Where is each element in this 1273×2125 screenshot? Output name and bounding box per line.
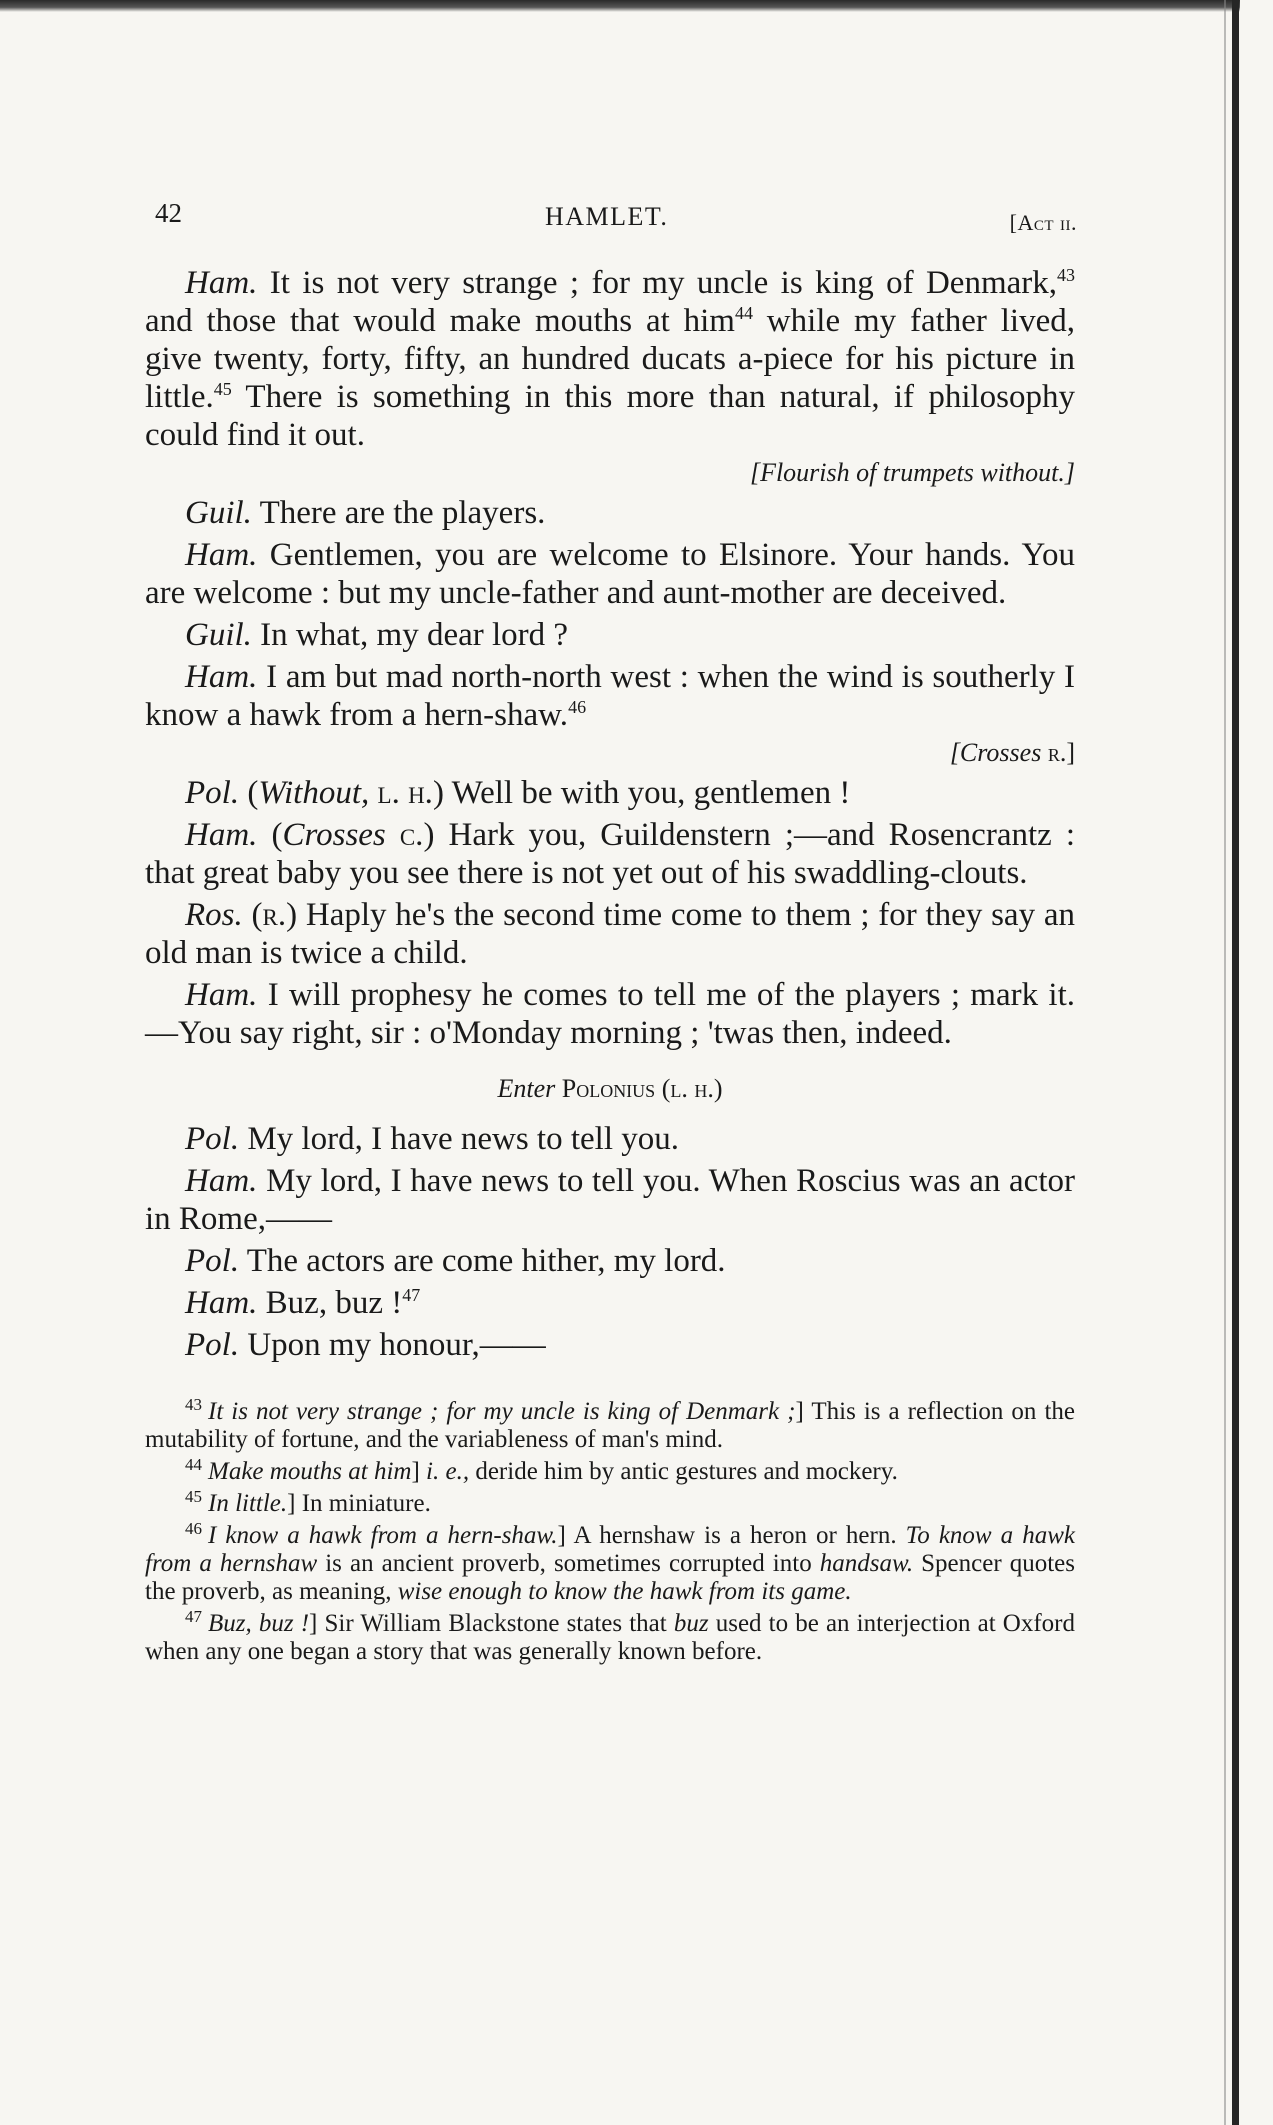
bracket: ( — [239, 775, 259, 811]
footnote-italic: wise enough to know the hawk from its game. — [397, 1578, 852, 1605]
stage-position: r.] — [1041, 738, 1075, 767]
stage-direction: [Flourish of trumpets without.] — [749, 458, 1075, 487]
speaker-name: Pol. — [185, 1243, 240, 1279]
speech-text: My lord, I have news to tell you. When Roscius was an actor in Rome,—— — [145, 1163, 1075, 1237]
speech — [145, 536, 1075, 612]
footnote-text: is an ancient proverb, sometimes corrupted into — [317, 1550, 820, 1577]
stage-position: c. — [385, 817, 424, 853]
footnotes — [145, 1394, 1075, 1666]
speech — [145, 1162, 1075, 1238]
speech-text: Hark you, Guildenstern ;—and Rosencrantz : that great baby you see there is not yet out of his swaddling-clouts. — [145, 817, 1076, 891]
speaker-name: Ham. — [185, 265, 258, 301]
footnote-text: used to be an interjection at Oxford when any one began a story that was generally known before. — [145, 1610, 1075, 1665]
footnote-text: ] In miniature. — [287, 1490, 431, 1517]
speaker-name: Ham. — [185, 1163, 258, 1199]
speaker-name: Pol. — [185, 1327, 240, 1363]
footnote — [145, 1486, 1075, 1518]
speech-text: The actors are come hither, my lord. — [239, 1243, 726, 1279]
speech-text: There are the players. — [251, 495, 546, 531]
speech-text: There is something in this more than natural, if philosophy could find it out. — [145, 379, 1075, 453]
speech — [145, 816, 1075, 892]
inline-direction: Crosses — [282, 817, 386, 853]
footnote-text: deride him by antic gestures and mockery. — [469, 1458, 898, 1485]
bracket: ( — [242, 897, 263, 933]
speech — [145, 896, 1075, 972]
speech-text: I am but mad north-north west : when the wind is southerly I know a hawk from a hern-shaw. — [145, 659, 1075, 733]
enter-word: Enter — [497, 1074, 556, 1103]
footnote-lemma: Buz, buz ! — [208, 1610, 310, 1637]
book-page — [145, 190, 1075, 1670]
footnote — [145, 1606, 1075, 1666]
footnote-number: 43 — [185, 1394, 202, 1414]
footnote-italic: handsaw. — [819, 1550, 914, 1577]
play-text — [145, 264, 1075, 1364]
running-title: HAMLET. — [545, 202, 669, 231]
speech — [145, 616, 1075, 654]
footnote-ref: 45 — [213, 379, 232, 399]
speech-text: while my father lived, give twenty, forty, fifty, an hundred ducats a-piece for his picture in little. — [145, 303, 1075, 415]
binding-shadow — [1224, 0, 1226, 2125]
speech-text: and those that would make mouths at him — [145, 303, 735, 339]
speech-text: Well be with you, gentlemen ! — [443, 775, 851, 811]
stage-direction — [145, 738, 1075, 768]
footnote-ref: 44 — [734, 303, 753, 323]
speech — [145, 264, 1075, 454]
footnote-text: ] This is a reflection on the mutability of fortune, and the variableness of man's mind. — [145, 1398, 1075, 1453]
stage-position: r. — [262, 897, 287, 933]
speaker-name: Ham. — [185, 817, 258, 853]
footnote-lemma: Make mouths at him — [208, 1458, 412, 1485]
speech — [145, 658, 1075, 734]
footnote-ref: 43 — [1057, 265, 1075, 285]
speech-text: Buz, buz ! — [257, 1285, 403, 1321]
footnote — [145, 1394, 1075, 1454]
footnote-ref: 46 — [568, 697, 587, 717]
speaker-name: Ham. — [185, 977, 258, 1013]
speech-text: Haply he's the second time come to them ; for they say an old man is twice a child. — [145, 897, 1075, 971]
bracket: ) — [423, 817, 435, 853]
speaker-name: Guil. — [185, 617, 252, 653]
speech-text: I will prophesy he comes to tell me of the players ; mark it.—You say right, sir : o'Monday morning ; 'twas then, indeed. — [145, 977, 1075, 1051]
speech — [145, 494, 1075, 532]
speech — [145, 1242, 1075, 1280]
stage-position: l. h. — [369, 775, 433, 811]
bracket: ) — [286, 897, 298, 933]
footnote-text: ] Sir William Blackstone states that — [309, 1610, 674, 1637]
page-number: 42 — [155, 198, 182, 228]
footnote — [145, 1518, 1075, 1606]
speech — [145, 774, 1075, 812]
speech — [145, 1120, 1075, 1158]
speech — [145, 976, 1075, 1052]
footnote-number: 46 — [185, 1518, 202, 1538]
inline-direction: Without, — [258, 775, 370, 811]
footnote-text: ] A hernshaw is a heron or hern. — [557, 1522, 906, 1549]
top-page-edge — [0, 0, 1240, 12]
speech-text: It is not very strange ; for my uncle is king of Denmark, — [257, 265, 1057, 301]
footnote-abbrev: i. e., — [426, 1458, 470, 1485]
footnote-number: 44 — [185, 1454, 202, 1474]
speaker-name: Pol. — [185, 775, 240, 811]
speaker-name: Ham. — [185, 537, 258, 573]
footnote-lemma: I know a hawk from a hern-shaw. — [208, 1522, 558, 1549]
speech — [145, 1326, 1075, 1364]
stage-direction-text: [Crosses — [949, 738, 1042, 767]
running-header — [145, 190, 1075, 240]
footnote-number: 45 — [185, 1486, 202, 1506]
footnote-text: Spencer quotes the proverb, as meaning, — [145, 1550, 1075, 1605]
speech-text: In what, my dear lord ? — [251, 617, 569, 653]
footnote-italic: To know a hawk from a hernshaw — [145, 1522, 1075, 1577]
speaker-name: Guil. — [185, 495, 252, 531]
bracket: ) — [432, 775, 444, 811]
speaker-name: Ham. — [185, 659, 258, 695]
footnote-ref: 47 — [402, 1285, 421, 1305]
footnote-text: ] — [411, 1458, 427, 1485]
speech-text: Gentlemen, you are welcome to Elsinore. Your hands. You are welcome : but my uncle-father and aunt-mother are deceived. — [145, 537, 1075, 611]
speaker-name: Ros. — [185, 897, 243, 933]
act-marker: [Act ii. — [1009, 210, 1077, 235]
entrance-direction — [145, 1074, 1075, 1104]
footnote-number: 47 — [185, 1606, 202, 1626]
footnote-italic: buz — [673, 1610, 709, 1637]
footnote-lemma: In little. — [208, 1490, 288, 1517]
speech-text: My lord, I have news to tell you. — [239, 1121, 680, 1157]
speaker-name: Pol. — [185, 1121, 240, 1157]
speaker-name: Ham. — [185, 1285, 258, 1321]
binding-edge — [1232, 0, 1239, 2125]
speech — [145, 1284, 1075, 1322]
speech-text: Upon my honour,—— — [239, 1327, 546, 1363]
bracket: ( — [257, 817, 283, 853]
footnote — [145, 1454, 1075, 1486]
stage-position: (l. h.) — [655, 1074, 723, 1103]
character-name: Polonius — [555, 1074, 656, 1103]
footnote-lemma: It is not very strange ; for my uncle is king of Denmark ; — [208, 1398, 796, 1425]
